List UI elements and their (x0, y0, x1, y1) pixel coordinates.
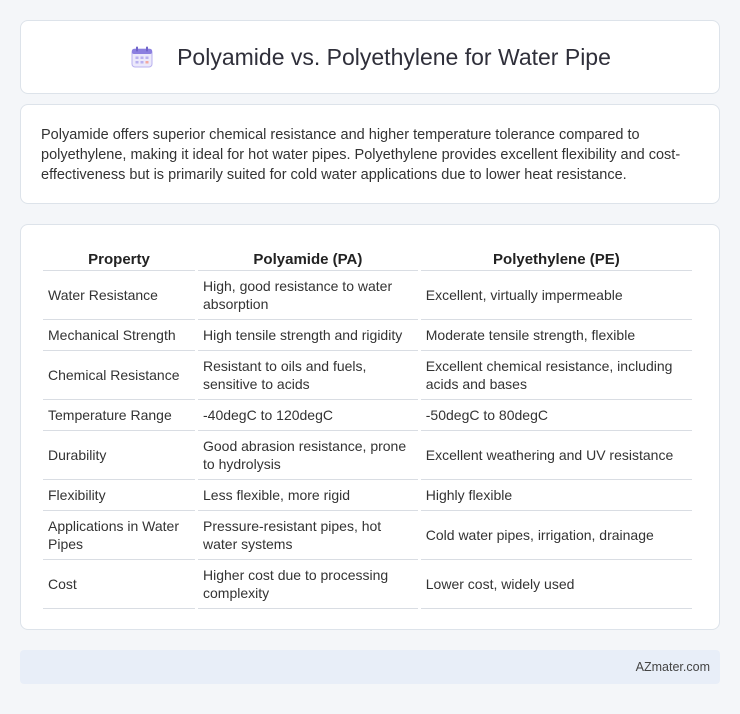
table-header-row (43, 245, 692, 271)
column-header-property: Property (43, 245, 195, 271)
cell-polyamide: High, good resistance to water absorption (198, 271, 418, 320)
table-row (43, 351, 692, 400)
cell-polyamide: Less flexible, more rigid (198, 480, 418, 511)
cell-property: Temperature Range (43, 400, 195, 431)
header-card (20, 20, 720, 94)
cell-property: Water Resistance (43, 271, 195, 320)
table-row (43, 560, 692, 609)
cell-polyethylene: Lower cost, widely used (421, 560, 692, 609)
summary-text: Polyamide offers superior chemical resistance and higher temperature tolerance compared to polyethylene, making it ideal for hot water pipes. Polyethylene provides excellent flexibility and cost-effectiveness but is primarily suited for cold water applications due to lower heat resistance. (41, 127, 681, 183)
cell-polyethylene: Highly flexible (421, 480, 692, 511)
cell-property: Cost (43, 560, 195, 609)
table-row (43, 480, 692, 511)
cell-polyamide: -40degC to 120degC (198, 400, 418, 431)
table-row (43, 400, 692, 431)
cell-property: Flexibility (43, 480, 195, 511)
table-row (43, 511, 692, 560)
cell-polyethylene: Cold water pipes, irrigation, drainage (421, 511, 692, 560)
cell-polyamide: High tensile strength and rigidity (198, 320, 418, 351)
footer-brand: AZmater.com (635, 660, 710, 674)
cell-property: Mechanical Strength (43, 320, 195, 351)
table-row (43, 431, 692, 480)
cell-polyamide: Resistant to oils and fuels, sensitive to acids (198, 351, 418, 400)
comparison-table (40, 245, 695, 609)
cell-property: Durability (43, 431, 195, 480)
cell-polyethylene: -50degC to 80degC (421, 400, 692, 431)
cell-polyethylene: Moderate tensile strength, flexible (421, 320, 692, 351)
cell-property: Chemical Resistance (43, 351, 195, 400)
cell-polyamide: Good abrasion resistance, prone to hydrolysis (198, 431, 418, 480)
column-header-polyethylene: Polyethylene (PE) (421, 245, 692, 271)
cell-polyamide: Pressure-resistant pipes, hot water systems (198, 511, 418, 560)
footer-bar (20, 650, 720, 684)
cell-polyethylene: Excellent, virtually impermeable (421, 271, 692, 320)
cell-property: Applications in Water Pipes (43, 511, 195, 560)
summary-card (20, 104, 720, 204)
comparison-table-card (20, 224, 720, 630)
table-row (43, 320, 692, 351)
column-header-polyamide: Polyamide (PA) (198, 245, 418, 271)
cell-polyethylene: Excellent chemical resistance, including acids and bases (421, 351, 692, 400)
table-row (43, 271, 692, 320)
cell-polyethylene: Excellent weathering and UV resistance (421, 431, 692, 480)
cell-polyamide: Higher cost due to processing complexity (198, 560, 418, 609)
page-title: Polyamide vs. Polyethylene for Water Pipe (177, 43, 611, 70)
calendar-icon (129, 44, 155, 70)
